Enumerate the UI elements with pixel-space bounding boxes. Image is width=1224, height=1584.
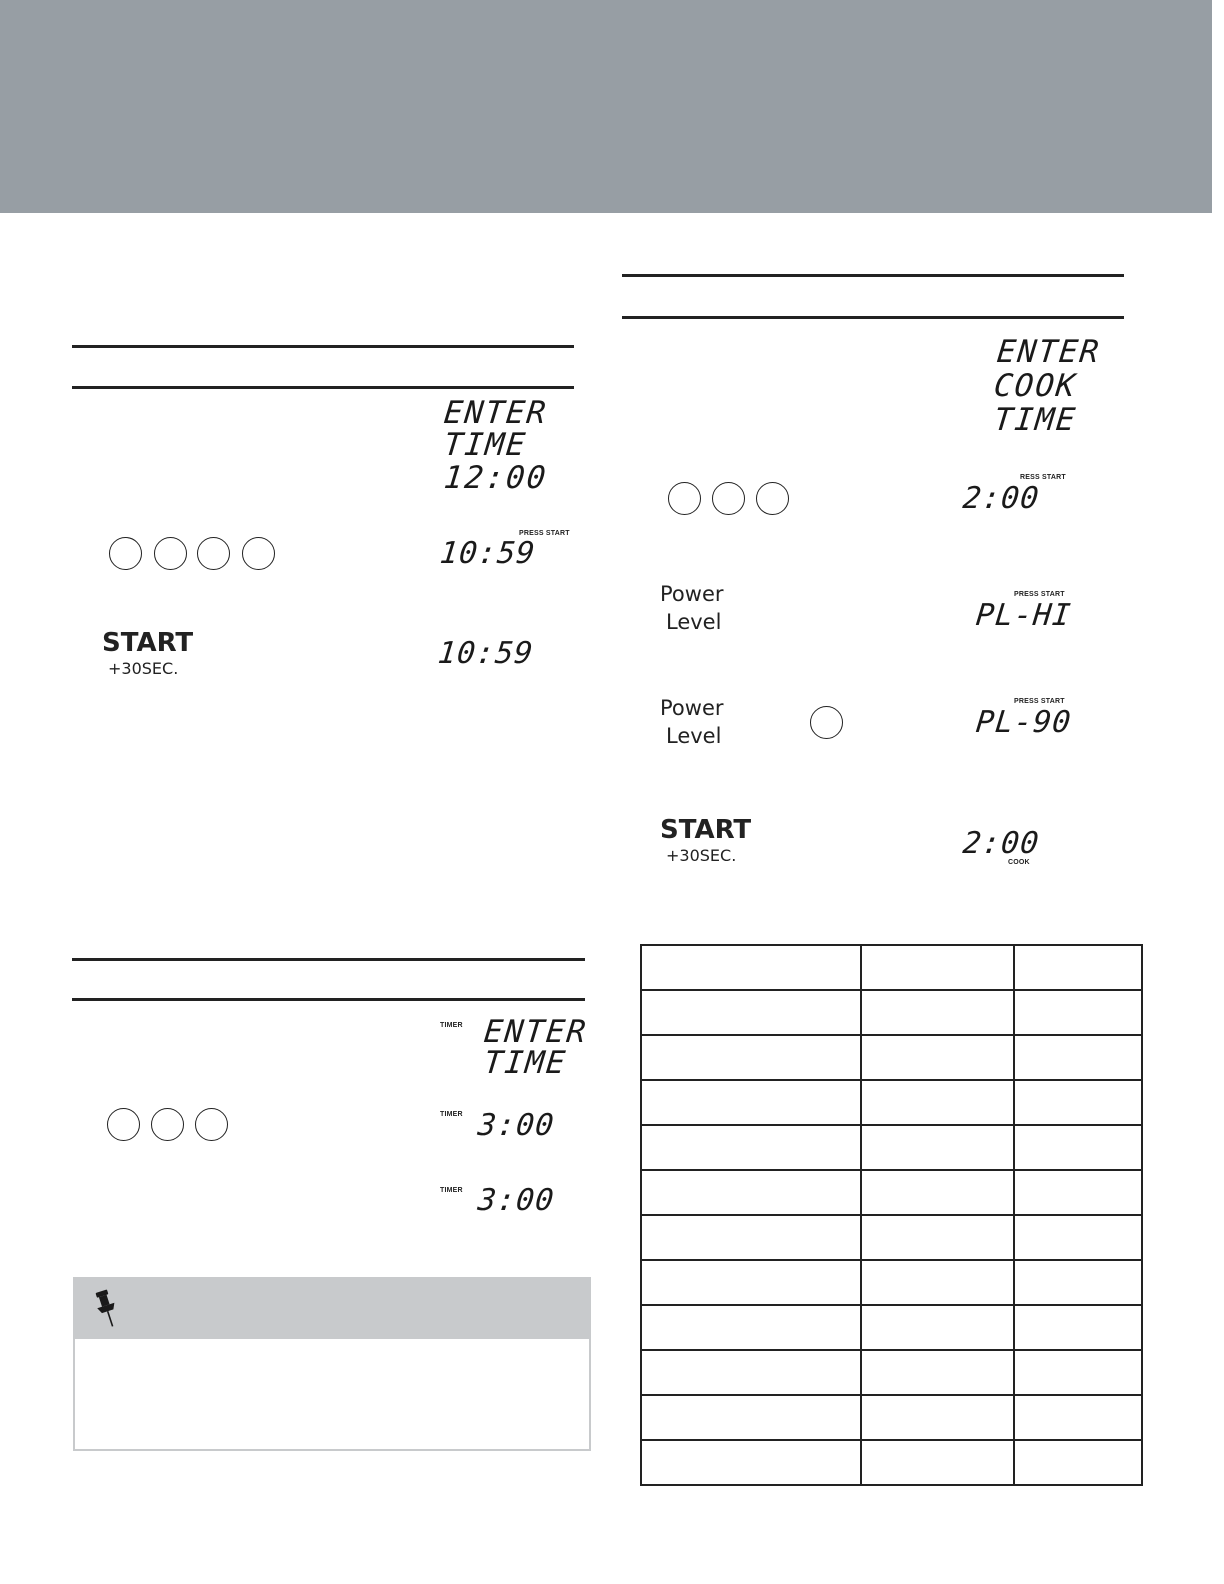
table-cell <box>1014 1350 1142 1395</box>
table-cell <box>641 945 861 990</box>
power-level-label-line2: Level <box>666 724 722 748</box>
section-rule-top <box>72 958 585 961</box>
table-cell <box>861 1350 1014 1395</box>
table-row <box>641 1305 1142 1350</box>
section-rule-bottom <box>72 386 574 389</box>
lcd-prompt-line2: TIME <box>482 1045 569 1081</box>
table-cell <box>641 1035 861 1080</box>
section-rule-bottom <box>72 998 585 1001</box>
digit-button[interactable] <box>195 1108 228 1141</box>
section-rule-bottom <box>622 316 1124 319</box>
digit-button[interactable] <box>151 1108 184 1141</box>
table-cell <box>641 1215 861 1260</box>
table-cell <box>1014 1125 1142 1170</box>
lcd-time-entered: 2:00 <box>961 481 1042 516</box>
start-button[interactable]: START <box>102 628 194 658</box>
table-cell <box>641 1305 861 1350</box>
table-cell <box>641 1170 861 1215</box>
lcd-prompt-line3: TIME <box>992 402 1079 438</box>
lcd-time-entered: 3:00 <box>476 1108 557 1143</box>
lcd-time-entered: 10:59 <box>438 536 538 571</box>
table-cell <box>861 1125 1014 1170</box>
table-row <box>641 1035 1142 1080</box>
table-cell <box>861 1440 1014 1485</box>
table-cell <box>1014 1215 1142 1260</box>
table-cell <box>861 1170 1014 1215</box>
lcd-power-hi: PL-HI <box>974 598 1074 633</box>
table-row <box>641 1440 1142 1485</box>
table-cell <box>1014 1170 1142 1215</box>
power-level-label-line1: Power <box>660 696 724 720</box>
lcd-prompt-line2: TIME <box>442 427 529 463</box>
table-cell <box>641 1260 861 1305</box>
table-cell <box>1014 1395 1142 1440</box>
table-cell <box>641 1350 861 1395</box>
table-row <box>641 1170 1142 1215</box>
timer-indicator: TIMER <box>440 1022 463 1029</box>
table-cell <box>1014 1035 1142 1080</box>
table-row <box>641 945 1142 990</box>
table-row <box>641 1395 1142 1440</box>
lcd-time-final: 2:00 <box>961 826 1042 861</box>
table-cell <box>641 1395 861 1440</box>
table-cell <box>861 1395 1014 1440</box>
table-cell <box>641 990 861 1035</box>
digit-button[interactable] <box>810 706 843 739</box>
press-start-indicator: PRESS START <box>1014 591 1065 598</box>
press-start-indicator: PRESS START <box>519 530 570 537</box>
digit-button[interactable] <box>109 537 142 570</box>
table-cell <box>861 945 1014 990</box>
digit-button[interactable] <box>154 537 187 570</box>
digit-button[interactable] <box>107 1108 140 1141</box>
lcd-prompt-line1: ENTER <box>482 1014 590 1050</box>
table-row <box>641 1260 1142 1305</box>
cook-indicator: COOK <box>1008 859 1030 866</box>
pushpin-icon <box>93 1287 123 1331</box>
digit-button[interactable] <box>756 482 789 515</box>
table-cell <box>641 1080 861 1125</box>
power-level-label-line1: Power <box>660 582 724 606</box>
lcd-prompt-line3: 12:00 <box>442 460 550 496</box>
table-row <box>641 1125 1142 1170</box>
table-cell <box>861 1080 1014 1125</box>
lcd-prompt-line2: COOK <box>992 368 1079 404</box>
table-row <box>641 990 1142 1035</box>
table-cell <box>1014 990 1142 1035</box>
header-band <box>0 0 1212 213</box>
table-cell <box>861 1305 1014 1350</box>
table-cell <box>1014 1440 1142 1485</box>
table-cell <box>861 1035 1014 1080</box>
power-level-table <box>640 944 1143 1486</box>
table-cell <box>1014 945 1142 990</box>
digit-button[interactable] <box>197 537 230 570</box>
table-cell <box>1014 1080 1142 1125</box>
lcd-time-final: 10:59 <box>436 636 536 671</box>
start-button-sublabel: +30SEC. <box>666 846 737 865</box>
table-cell <box>861 1215 1014 1260</box>
table-row <box>641 1350 1142 1395</box>
table-cell <box>641 1125 861 1170</box>
table-cell <box>641 1440 861 1485</box>
timer-indicator: TIMER <box>440 1187 463 1194</box>
section-rule-top <box>622 274 1124 277</box>
section-rule-top <box>72 345 574 348</box>
power-level-label-line2: Level <box>666 610 722 634</box>
digit-button[interactable] <box>712 482 745 515</box>
power-level-button[interactable] <box>660 694 724 750</box>
power-level-button[interactable] <box>660 580 724 636</box>
note-box <box>73 1277 591 1451</box>
digit-button[interactable] <box>242 537 275 570</box>
lcd-prompt-line1: ENTER <box>995 334 1103 370</box>
press-start-indicator: RESS START <box>1020 474 1066 481</box>
lcd-power-90: PL-90 <box>974 705 1074 740</box>
note-header <box>75 1279 589 1339</box>
timer-indicator: TIMER <box>440 1111 463 1118</box>
digit-button[interactable] <box>668 482 701 515</box>
table-cell <box>1014 1260 1142 1305</box>
table-row <box>641 1215 1142 1260</box>
table-cell <box>861 990 1014 1035</box>
lcd-prompt-line1: ENTER <box>442 395 550 431</box>
table-cell <box>1014 1305 1142 1350</box>
press-start-indicator: PRESS START <box>1014 698 1065 705</box>
start-button[interactable]: START <box>660 815 752 845</box>
table-row <box>641 1080 1142 1125</box>
lcd-time-final: 3:00 <box>476 1183 557 1218</box>
start-button-sublabel: +30SEC. <box>108 659 179 678</box>
table-cell <box>861 1260 1014 1305</box>
